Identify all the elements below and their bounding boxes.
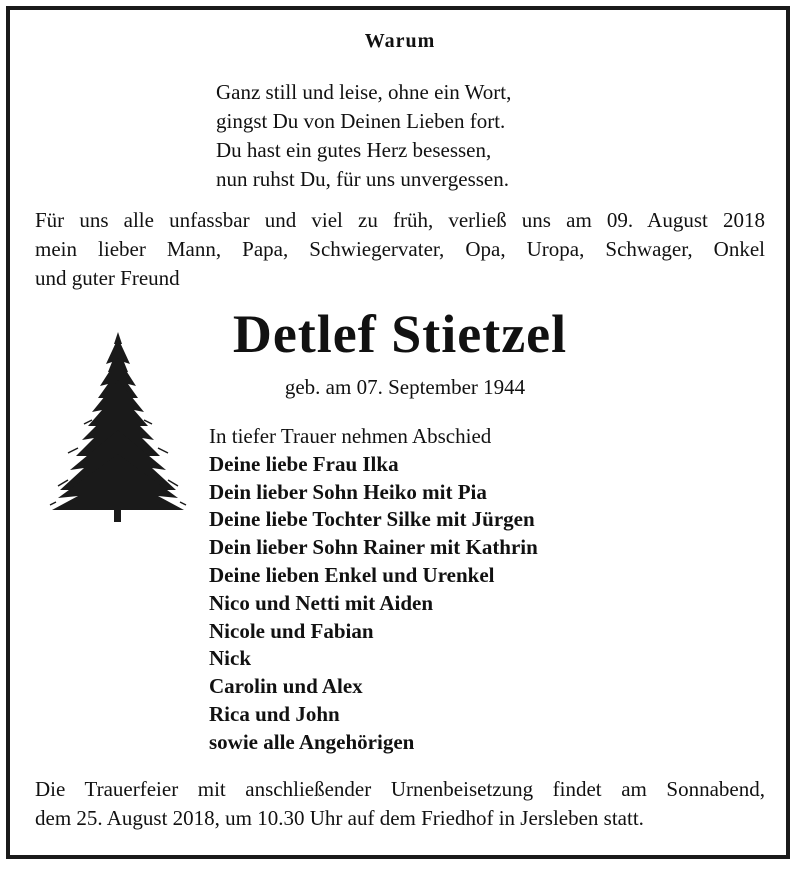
poem-line: gingst Du von Deinen Lieben fort. bbox=[216, 109, 506, 133]
mourner-line: Rica und John bbox=[209, 701, 340, 726]
mourner-line: sowie alle Angehörigen bbox=[209, 729, 415, 754]
poem-line: Ganz still und leise, ohne ein Wort, bbox=[216, 80, 512, 104]
closing-line: Die Trauerfeier mit anschließender Urnenbeisetzung findet am Sonnabend, bbox=[35, 777, 765, 801]
heading: Warum bbox=[364, 30, 436, 52]
mourner-line: Dein lieber Sohn Rainer mit Kathrin bbox=[209, 535, 538, 560]
mourner-line: Nicole und Fabian bbox=[209, 618, 374, 643]
poem-line: Du hast ein gutes Herz besessen, bbox=[216, 138, 492, 162]
closing-text bbox=[35, 775, 765, 833]
deceased-name: Detlef Stietzel bbox=[232, 304, 568, 364]
mourner-line: Dein lieber Sohn Heiko mit Pia bbox=[209, 479, 487, 504]
mourner-line: Nick bbox=[209, 646, 251, 671]
birth-date: geb. am 07. September 1944 bbox=[284, 375, 526, 399]
fir-tree-icon bbox=[48, 330, 188, 525]
mourner-line: Nico und Netti mit Aiden bbox=[209, 590, 434, 615]
mourner-line: Deine lieben Enkel und Urenkel bbox=[209, 562, 495, 587]
mourner-line: Deine liebe Tochter Silke mit Jürgen bbox=[209, 507, 535, 532]
poem bbox=[216, 78, 616, 194]
mourner-line: Carolin und Alex bbox=[209, 674, 363, 699]
mourner-line: Deine liebe Frau Ilka bbox=[209, 451, 399, 476]
intro-line: Für uns alle unfassbar und viel zu früh, verließ uns am 09. August 2018 bbox=[35, 208, 765, 232]
mourners-list bbox=[209, 423, 629, 757]
poem-line: nun ruhst Du, für uns unvergessen. bbox=[216, 167, 509, 191]
intro-line: mein lieber Mann, Papa, Schwiegervater, Opa, Uropa, Schwager, Onkel bbox=[35, 237, 765, 261]
mourners-intro: In tiefer Trauer nehmen Abschied bbox=[209, 424, 492, 448]
intro-text bbox=[35, 206, 765, 293]
intro-line: und guter Freund bbox=[35, 266, 180, 290]
closing-line: dem 25. August 2018, um 10.30 Uhr auf dem Friedhof in Jersleben statt. bbox=[35, 806, 644, 830]
